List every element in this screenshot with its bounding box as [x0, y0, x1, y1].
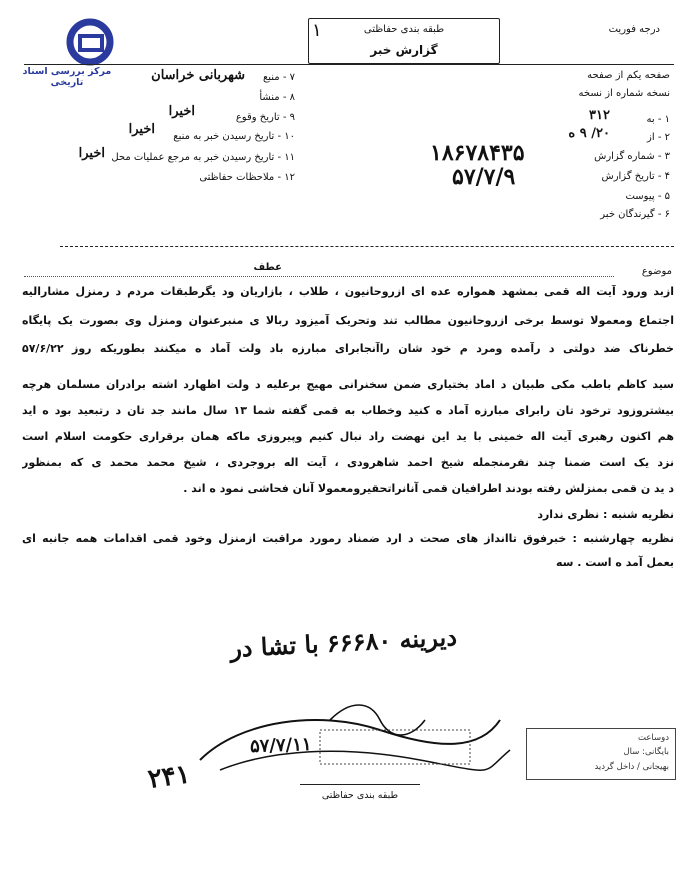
copy-field: نسخه شماره از نسخه — [578, 88, 670, 99]
received-source-value: اخیرا — [128, 122, 155, 137]
opinion-wednesday-end: بعمل آمد ه است . سه — [555, 556, 674, 569]
body-line: نزد یک است ضمنا چند نفرمنجمله شیخ احمد شاهرودی ، آیت اله بروجردی ، شیخ محمد محمد ی که بمنظور — [22, 456, 674, 469]
from-value: ۲۰/ ۹ ه — [568, 126, 610, 141]
body-line: د ید ن قمی بمنزلش رفته بودند اطرافیان قمی آنانراتحقیرومعمولا آنان فحاشی نمود ه اند . — [183, 482, 674, 495]
subject-label: موضوع — [641, 266, 672, 277]
handwritten-note: دیرینه ۶۶۶۸۰ با تشا در — [229, 622, 458, 663]
received-ops-label: ۱۱ - تاریخ رسیدن خبر به مرجع عملیات محل — [111, 152, 295, 163]
received-source-label: ۱۰ - تاریخ رسیدن خبر به منبع — [173, 131, 295, 142]
source-label: ۷ - منبع — [262, 72, 295, 83]
archive-box-line: دوساعت — [637, 733, 669, 743]
section-divider — [60, 246, 674, 247]
report-date-value: ۵۷/۷/۹ — [452, 164, 516, 190]
classification-stamp-mark: ۱ — [312, 20, 322, 41]
body-line: سید کاظم باطب مکی طبیان د اماد بختیاری ضمن سخنرانی مهیج برعلیه د ولت اظهارد اشته برادران مسلمان هرچه — [22, 378, 674, 391]
archive-logo-text: مرکز بررسی اسناد تاریخی — [22, 66, 112, 88]
body-line: هم اکنون رهبری آیت اله خمینی با ید این نهضت راد نبال کنیم وپیروزی ماکه همان برقراری حکومت اسلام است — [22, 430, 674, 443]
attachment-label: ۵ - پیوست — [625, 191, 670, 202]
archive-box-line: بایگانی: سال — [623, 747, 669, 757]
body-line: بیشتروزود ترخود تان رابرای مبارزه آماد ه کنید وخطاب به قمی گفته شما ۱۳ سال مانند جد تان د رتبعید بود ه اید — [22, 404, 674, 417]
margin-number: ۲۴۱ — [146, 759, 192, 795]
report-number-value: ۱۸۶۷۸۴۳۵ — [430, 140, 525, 166]
footer-classification: طبقه بندی حفاظتی — [321, 790, 399, 801]
origin-label: ۸ - منشأ — [259, 92, 295, 103]
report-date-label: ۴ - تاریخ گزارش — [601, 171, 670, 182]
header-rule — [24, 64, 674, 65]
to-label: ۱ - به — [646, 114, 670, 125]
from-label: ۲ - از — [647, 132, 670, 143]
form-title: گزارش خبر — [370, 43, 438, 57]
event-date-value: اخیرا — [168, 104, 195, 119]
security-notes-label: ۱۲ - ملاحظات حفاظتی — [199, 172, 295, 183]
body-line: اجتماع ومعمولا توسط برخی ازروحانیون مطالب تند وتحریک آمیزود ربالا ی منبرعنوان ومنزل وی بصورت یک پایگاه — [22, 314, 674, 327]
received-ops-value: اخیرا — [78, 146, 105, 161]
subject-line — [24, 276, 614, 277]
opinion-wednesday: نظریه چهارشنبه : خبرفوق تاانداز های صحت د ارد ضمناد رمورد مراقبت ازمنزل وخود قمی اقدامات همه جانبه ای — [22, 532, 674, 545]
signature-scribble — [180, 690, 520, 790]
to-value: ۳۱۲ — [589, 108, 610, 123]
event-date-label: ۹ - تاریخ وقوع — [235, 112, 295, 123]
urgency-label: درجه فوریت — [608, 24, 660, 35]
opinion-saturday: نظریه شنبه : نظری ندارد — [537, 508, 674, 521]
classification-label: طبقه بندی حفاظتی — [363, 24, 445, 35]
classification-box — [308, 18, 500, 64]
page-field: صفحه یکم از صفحه — [587, 70, 670, 81]
report-number-label: ۳ - شماره گزارش — [594, 151, 670, 162]
atf-label: عطف — [253, 262, 282, 273]
recipients-label: ۶ - گیرندگان خبر — [600, 209, 670, 220]
archive-box — [526, 728, 676, 780]
body-line: ازبد ورود آیت اله قمی بمشهد همواره عده ای ازروحانیون ، طلاب ، بازاریان ود یگرطبقات مردم د رمنزل مشارالیه — [22, 285, 674, 298]
footer-rule — [300, 784, 420, 785]
archive-box-line: بهیجانی / داخل گردید — [594, 762, 669, 772]
source-value: شهربانی خراسان — [151, 68, 245, 83]
signature-date: ۵۷/۷/۱۱ — [249, 733, 312, 758]
body-line: خطرناک ضد دولتی د رآمده ومرد م خود شان راآنجابرای مبارزه باد ولت آماد ه میکنند بطوریکه روز ۵۷/۶/۲۲ — [22, 342, 674, 355]
